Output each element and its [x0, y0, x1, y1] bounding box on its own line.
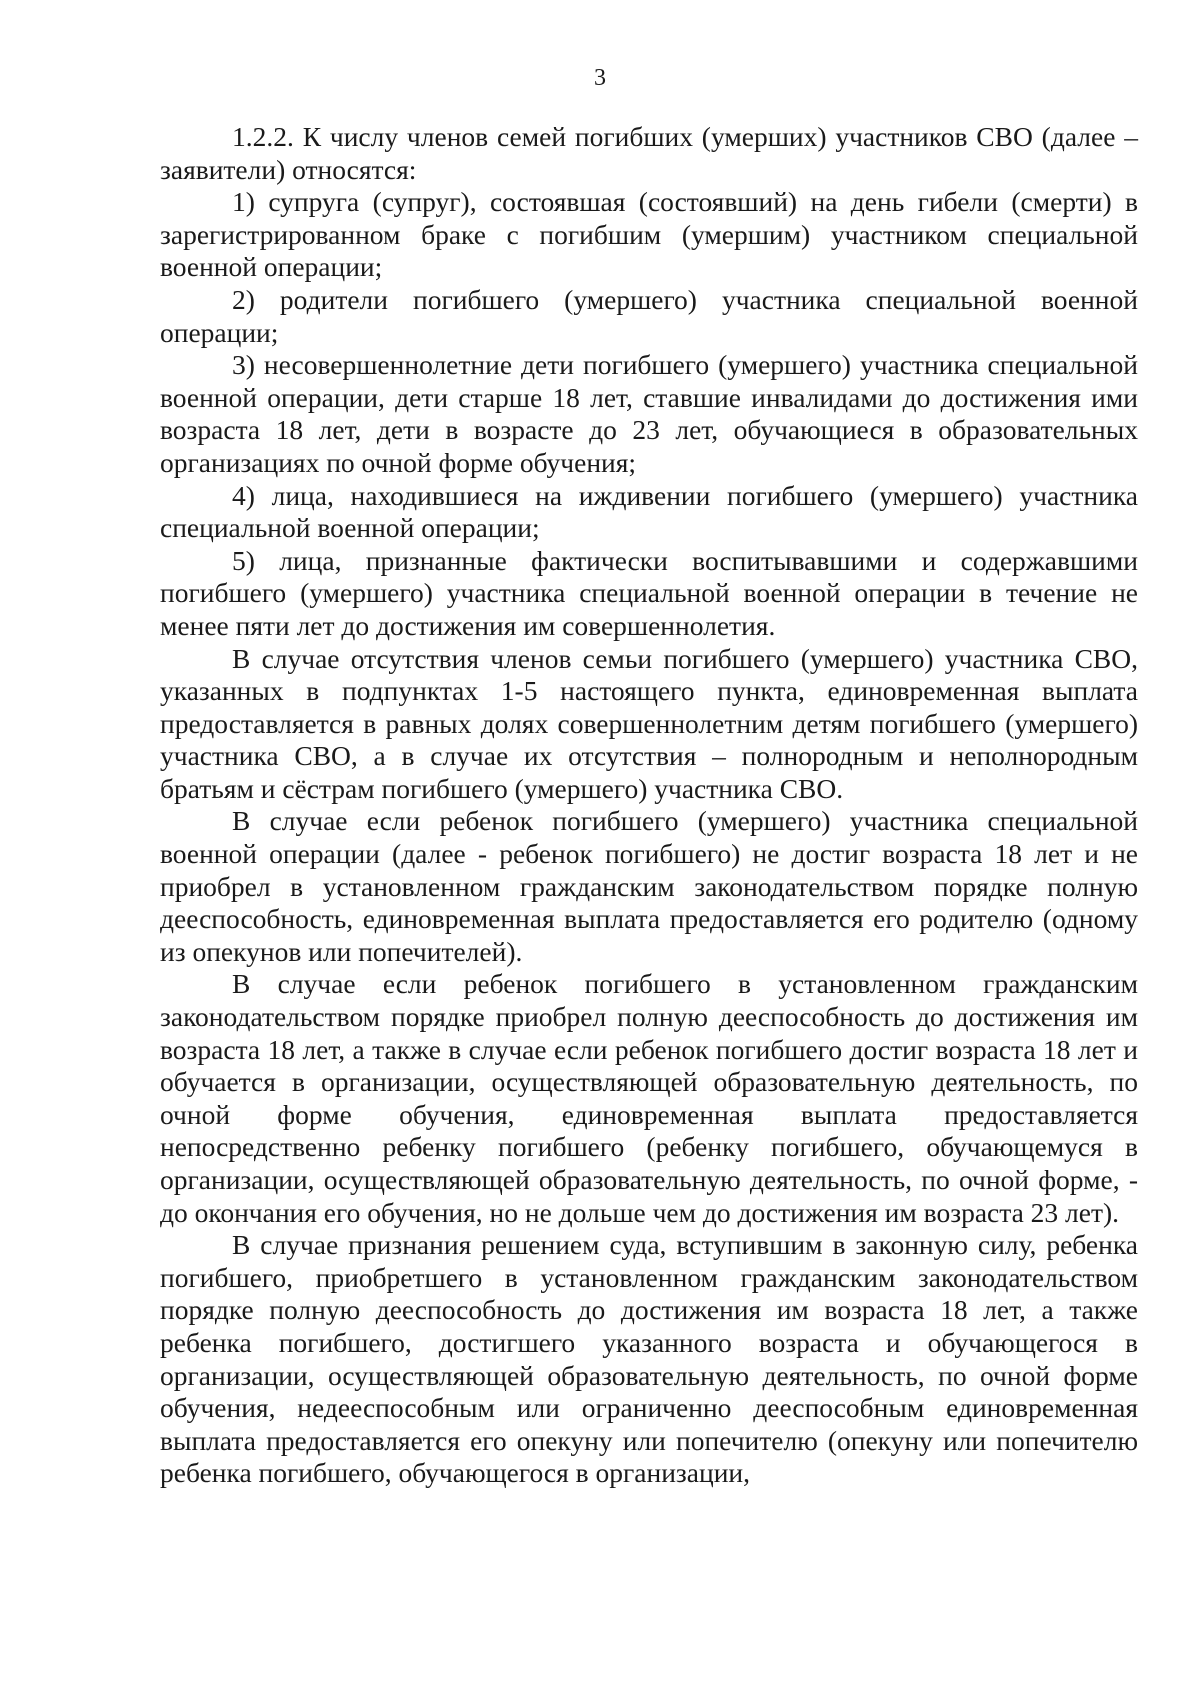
page-number: 3: [594, 65, 606, 91]
list-item-2: 2) родители погибшего (умершего) участника специальной военной операции;: [160, 283, 1138, 348]
paragraph-full-capacity-child: В случае если ребенок погибшего в установленном гражданским законодательством порядке приобрел полную дееспособность до достижения им возраста 18 лет, а также в случае если ребенок погибшего достиг возраста 18 лет и обучается в организации, осуществляющей образовательную деятельность, по очной форме обучения, единовременная выплата предоставляется непосредственно ребенку погибшего (ребенку погибшего, обучающемуся в организации, осуществляющей образовательную деятельность, по очной форме, - до окончания его обучения, но не дольше чем до достижения им возраста 23 лет).: [160, 968, 1138, 1228]
document-body: [160, 121, 1138, 1490]
list-item-4: 4) лица, находившиеся на иждивении погибшего (умершего) участника специальной военной операции;: [160, 479, 1138, 544]
list-item-1: 1) супруга (супруг), состоявшая (состоявший) на день гибели (смерти) в зарегистрированном браке с погибшим (умершим) участником специальной военной операции;: [160, 186, 1138, 283]
paragraph-minor-child: В случае если ребенок погибшего (умершего) участника специальной военной операции (далее - ребенок погибшего) не достиг возраста 18 лет и не приобрел в установленном гражданским законодательством порядке полную дееспособность, единовременная выплата предоставляется его родителю (одному из опекунов или попечителей).: [160, 805, 1138, 967]
paragraph-absence-of-family: В случае отсутствия членов семьи погибшего (умершего) участника СВО, указанных в подпунктах 1-5 настоящего пункта, единовременная выплата предоставляется в равных долях совершеннолетним детям погибшего (умершего) участника СВО, а в случае их отсутствия – полнородным и неполнородным братьям и сёстрам погибшего (умершего) участника СВО.: [160, 642, 1138, 804]
paragraph-1-2-2: 1.2.2. К числу членов семей погибших (умерших) участников СВО (далее – заявители) относятся:: [160, 121, 1138, 185]
list-item-3: 3) несовершеннолетние дети погибшего (умершего) участника специальной военной операции, дети старше 18 лет, ставшие инвалидами до достижения ими возраста 18 лет, дети в возрасте до 23 лет, обучающиеся в образовательных организациях по очной форме обучения;: [160, 349, 1138, 478]
list-item-5: 5) лица, признанные фактически воспитывавшими и содержавшими погибшего (умершего) участника специальной военной операции в течение не менее пяти лет до достижения им совершеннолетия.: [160, 544, 1138, 641]
paragraph-court-decision: В случае признания решением суда, вступившим в законную силу, ребенка погибшего, приобретшего в установленном гражданским законодательством порядке полную дееспособность до достижения им возраста 18 лет, а также ребенка погибшего, достигшего указанного возраста и обучающегося в организации, осуществляющей образовательную деятельность, по очной форме обучения, недееспособным или ограниченно дееспособным единовременная выплата предоставляется его опекуну или попечителю (опекуну или попечителю ребенка погибшего, обучающегося в организации,: [160, 1229, 1138, 1489]
